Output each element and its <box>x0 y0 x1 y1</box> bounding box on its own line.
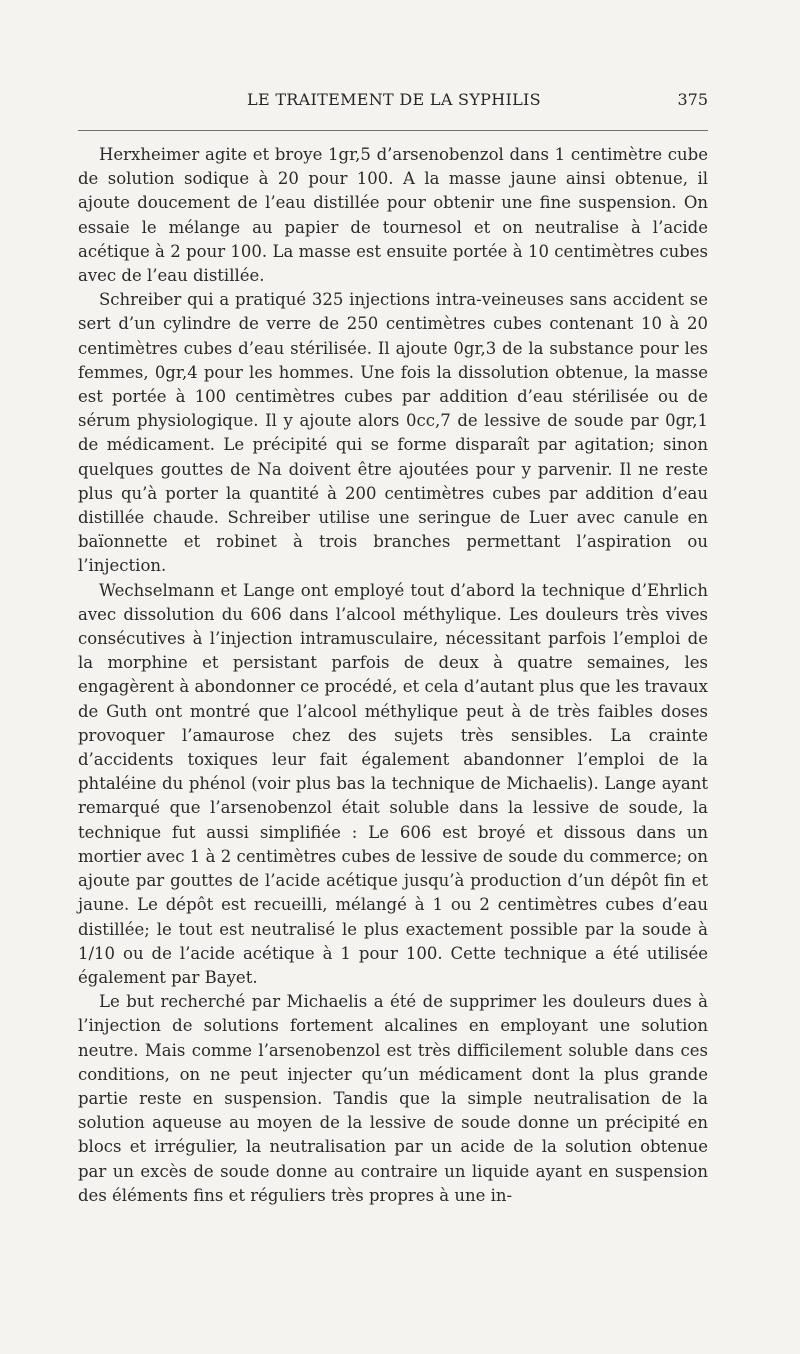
header-rule <box>78 130 708 131</box>
paragraph-herxheimer: Herxheimer agite et broye 1gr,5 d’arsenobenzol dans 1 centimètre cube de solution sodique à 20 pour 100. A la masse jaune ainsi obtenue, il ajoute doucement de l’eau distillée pour obtenir une fine suspension. On essaie le mélange au papier de tournesol et on neutralise à l’acide acétique à 2 pour 100. La masse est ensuite portée à 10 centimètres cubes avec de l’eau distillée. <box>78 145 708 286</box>
page-header <box>80 84 708 112</box>
page-number: 375 <box>677 90 708 109</box>
paragraph-wechselmann-lange: Wechselmann et Lange ont employé tout d’abord la technique d’Ehrlich avec dissolution du 606 dans l’alcool méthylique. Les douleurs très vives consécutives à l’injection intramusculaire, nécessitant parfois l’emploi de la morphine et persistant parfois de deux à quatre semaines, les engagèrent à abondonner ce procédé, et cela d’autant plus que les travaux de Guth ont montré que l’alcool méthylique peut à de très faibles doses provoquer l’amaurose chez des sujets très sensibles. La crainte d’accidents toxiques leur fait également abandonner l’emploi de la phtaléine du phénol (voir plus bas la technique de Michaelis). Lange ayant remarqué que l’arsenobenzol était soluble dans la lessive de soude, la technique fut aussi simplifiée : Le 606 est broyé et dissous dans un mortier avec 1 à 2 centimètres cubes de lessive de soude du commerce; on ajoute par gouttes de l’acide acétique jusqu’à production d’un dépôt fin et jaune. Le dépôt est recueilli, mélangé à 1 ou 2 centimètres cubes d’eau distillée; le tout est neutralisé le plus exactement possible par la soude à 1/10 ou de l’acide acétique à 1 pour 100. Cette technique a été utilisée également par Bayet. <box>78 580 708 987</box>
body-text <box>78 143 708 1208</box>
paragraph-michaelis: Le but recherché par Michaelis a été de supprimer les douleurs dues à l’injection de solutions fortement alcalines en employant une solution neutre. Mais comme l’arsenobenzol est très difficilement soluble dans ces conditions, on ne peut injecter qu’un médicament dont la plus grande partie reste en suspension. Tandis que la simple neutralisation de la solution aqueuse au moyen de la lessive de soude donne un précipité en blocs et irrégulier, la neutralisation par un acide de la solution obtenue par un excès de soude donne au contraire un liquide ayant en suspension des éléments fins et réguliers très propres à une in- <box>78 992 708 1205</box>
running-title: LE TRAITEMENT DE LA SYPHILIS <box>247 90 541 109</box>
paragraph-schreiber: Schreiber qui a pratiqué 325 injections intra-veineuses sans accident se sert d’un cylindre de verre de 250 centimètres cubes contenant 10 à 20 centimètres cubes d’eau stérilisée. Il ajoute 0gr,3 de la substance pour les femmes, 0gr,4 pour les hommes. Une fois la dissolution obtenue, la masse est portée à 100 centimètres cubes par addition d’eau stérilisée ou de sérum physiologique. Il y ajoute alors 0cc,7 de lessive de soude par 0gr,1 de médicament. Le précipité qui se forme disparaît par agitation; sinon quelques gouttes de Na doivent être ajoutées pour y parvenir. Il ne reste plus qu’à porter la quantité à 200 centimètres cubes par addition d’eau distillée chaude. Schreiber utilise une seringue de Luer avec canule en baïonnette et robinet à trois branches permettant l’aspiration ou l’injection. <box>78 290 708 576</box>
